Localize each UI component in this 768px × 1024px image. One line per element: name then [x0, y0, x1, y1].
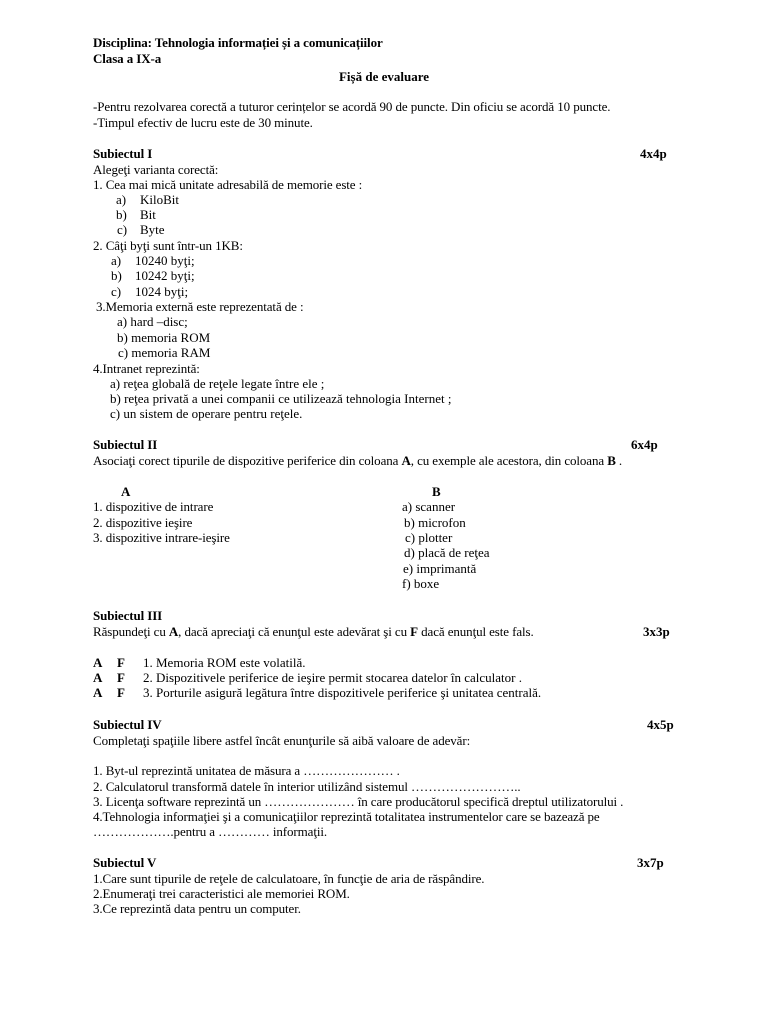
- fill-in-item: 4.Tehnologia informaţiei şi a comunicaţiilor reprezintă totalitatea instrumentelor care se bazează pe: [93, 809, 600, 824]
- column-a-item: 1. dispozitive de intrare: [93, 499, 214, 514]
- intro-line: -Timpul efectiv de lucru este de 30 minute.: [93, 115, 313, 130]
- column-a-item: 3. dispozitive intrare-ieşire: [93, 530, 230, 545]
- page-title: Fișă de evaluare: [338, 69, 430, 84]
- answer-option: a) KiloBit: [116, 192, 180, 207]
- section-title: Subiectul II: [93, 437, 158, 452]
- true-false-item: A F 3. Porturile asigură legătura între dispozitivele periferice şi unitatea centrală.: [93, 685, 542, 700]
- answer-option: c) memoria RAM: [118, 345, 211, 360]
- section-instruction: Completaţi spaţiile libere astfel încât enunţurile să aibă valoare de adevăr:: [93, 733, 471, 748]
- answer-option: a) 10240 byţi;: [111, 253, 195, 268]
- section-title: Subiectul IV: [93, 717, 162, 732]
- column-b-item: c) plotter: [405, 530, 453, 545]
- question: 1. Cea mai mică unitate adresabilă de memorie este :: [93, 177, 363, 192]
- answer-option: c) Byte: [117, 222, 165, 237]
- answer-option: a) reţea globală de reţele legate între ele ;: [110, 376, 325, 391]
- intro-line: -Pentru rezolvarea corectă a tuturor cerințelor se acordă 90 de puncte. Din oficiu se acordă 10 puncte.: [93, 99, 611, 114]
- question: 2. Câţi byţi sunt într-un 1KB:: [93, 238, 243, 253]
- column-b-item: f) boxe: [402, 576, 440, 591]
- section-points: 4x5p: [647, 717, 674, 732]
- open-question: 1.Care sunt tipurile de reţele de calculatoare, în funcţie de aria de răspândire.: [93, 871, 485, 886]
- question: 3.Memoria externă este reprezentată de :: [96, 299, 304, 314]
- answer-option: b) reţea privată a unei companii ce utilizează tehnologia Internet ;: [110, 391, 452, 406]
- fill-in-item-continued: ……………….pentru a ………… informaţii.: [93, 824, 328, 839]
- column-b-item: e) imprimantă: [403, 561, 477, 576]
- true-false-item: A F 2. Dispozitivele periferice de ieşire permit stocarea datelor în calculator .: [93, 670, 522, 685]
- section-points: 6x4p: [631, 437, 658, 452]
- column-b-header: B: [432, 484, 441, 499]
- column-a-item: 2. dispozitive ieşire: [93, 515, 193, 530]
- question: 4.Intranet reprezintă:: [93, 361, 200, 376]
- section-title: Subiectul V: [93, 855, 157, 870]
- discipline-heading: Disciplina: Tehnologia informației și a comunicațiilor: [93, 35, 383, 50]
- class-heading: Clasa a IX-a: [93, 51, 162, 66]
- section-title: Subiectul III: [93, 608, 163, 623]
- answer-option: b) memoria ROM: [117, 330, 211, 345]
- section-points: 3x3p: [643, 624, 670, 639]
- answer-option: a) hard –disc;: [117, 314, 188, 329]
- column-b-item: a) scanner: [402, 499, 456, 514]
- answer-option: c) un sistem de operare pentru reţele.: [110, 406, 303, 421]
- true-false-item: A F 1. Memoria ROM este volatilă.: [93, 655, 306, 670]
- column-b-item: d) placă de reţea: [404, 545, 490, 560]
- section-instruction: Alegeţi varianta corectă:: [93, 162, 219, 177]
- fill-in-item: 3. Licenţa software reprezintă un ………………… în care producătorul specifică dreptul utilizatorului .: [93, 794, 624, 809]
- section-instruction: Răspundeţi cu A, dacă apreciaţi că enunţul este adevărat şi cu F dacă enunţul este fals.: [93, 624, 534, 639]
- column-b-item: b) microfon: [404, 515, 466, 530]
- section-points: 4x4p: [640, 146, 667, 161]
- open-question: 2.Enumeraţi trei caracteristici ale memoriei ROM.: [93, 886, 350, 901]
- open-question: 3.Ce reprezintă data pentru un computer.: [93, 901, 301, 916]
- fill-in-item: 1. Byt-ul reprezintă unitatea de măsura a ………………… .: [93, 763, 400, 778]
- column-a-header: A: [121, 484, 131, 499]
- answer-option: b) 10242 byţi;: [111, 268, 195, 283]
- answer-option: c) 1024 byţi;: [111, 284, 189, 299]
- section-title: Subiectul I: [93, 146, 153, 161]
- section-instruction: Asociaţi corect tipurile de dispozitive periferice din coloana A, cu exemple ale acestora, din coloana B .: [93, 453, 623, 468]
- fill-in-item: 2. Calculatorul transformă datele în interior utilizând sistemul ……………………..: [93, 779, 521, 794]
- section-points: 3x7p: [637, 855, 664, 870]
- answer-option: b) Bit: [116, 207, 156, 222]
